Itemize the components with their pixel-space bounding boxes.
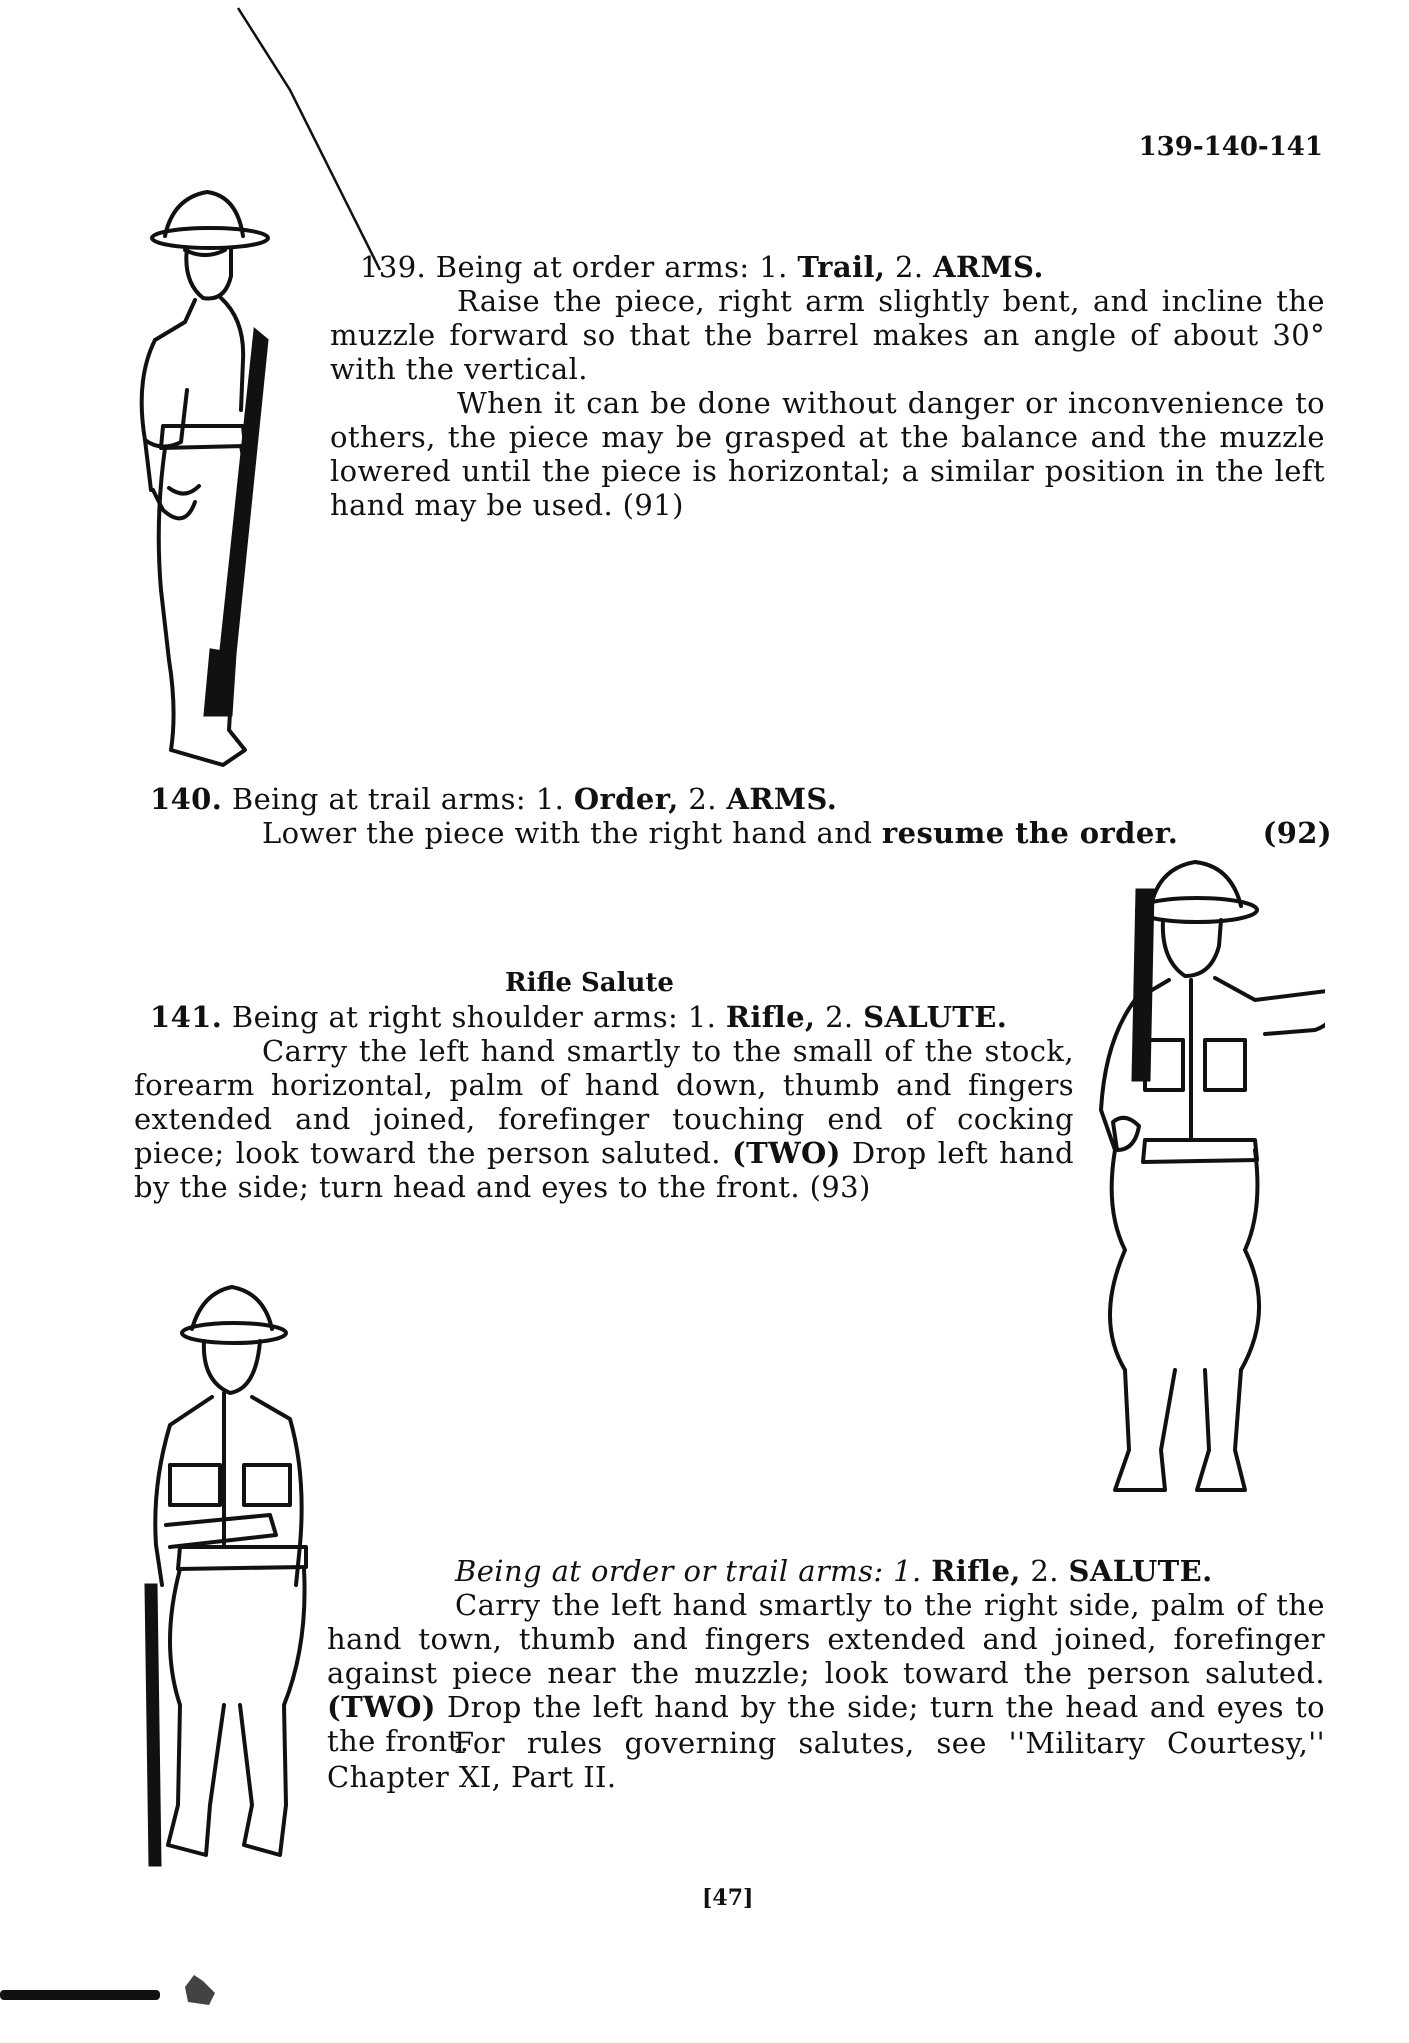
order-salute-two: (TWO) xyxy=(327,1690,436,1724)
order-salute-rules-reference: For rules governing salutes, see ''Military Courtesy,'' Chapter XI, Part II. xyxy=(327,1726,1325,1794)
para-140-body-emphasis: resume the order. xyxy=(881,816,1179,850)
para-140-reference: (92) xyxy=(1262,816,1332,850)
scan-artifact-bar xyxy=(0,1990,160,2000)
para-141-command-salute: SALUTE. xyxy=(863,1000,1008,1034)
figure-soldier-rifle-salute-order xyxy=(140,1285,330,1875)
para-139-command-arms: ARMS. xyxy=(933,250,1044,284)
order-salute-intro: Being at order or trail arms: 1. xyxy=(455,1554,922,1588)
order-salute-mid: 2. xyxy=(1030,1554,1059,1588)
para-139-heading-line xyxy=(360,250,1330,284)
para-140-command-arms: ARMS. xyxy=(726,782,838,816)
para-140-command-order: Order, xyxy=(573,782,679,816)
page-number: [47] xyxy=(702,1885,754,1911)
para-141-body-a: Carry the left hand smartly to the small of the stock, forearm horizontal, palm of hand down, thumb and fingers extended and joined, forefinger touching end of cocking piece; look toward the person saluted. xyxy=(134,1034,1074,1170)
para-141-number: 141. xyxy=(150,1000,223,1034)
figure-soldier-trail-arms xyxy=(125,190,295,770)
order-salute-body-a: Carry the left hand smartly to the right side, palm of the hand town, thumb and fingers extended and joined, forefinger against piece near the muzzle; look toward the person saluted. xyxy=(327,1588,1325,1690)
para-140-mid: 2. xyxy=(688,782,717,816)
para-139-command-trail: Trail, xyxy=(797,250,886,284)
para-140-body xyxy=(262,816,1332,850)
page-header-section-numbers: 139-140-141 xyxy=(1138,132,1323,162)
rifle-salute-heading: Rifle Salute xyxy=(505,968,674,998)
para-141-body xyxy=(134,1034,1074,1204)
order-salute-command-rifle: Rifle, xyxy=(931,1554,1021,1588)
para-139-body-2: When it can be done without danger or inconvenience to others, the piece may be grasped at the balance and the muzzle lowered until the piece is horizontal; a similar position in the left hand may be used. (91) xyxy=(330,386,1325,522)
para-139-intro: Being at order arms: 1. xyxy=(435,250,788,284)
para-140-heading-line xyxy=(150,782,1330,816)
para-139-body-1: Raise the piece, right arm slightly bent, and incline the muzzle forward so that the barrel makes an angle of about 30° with the vertical. xyxy=(330,284,1325,386)
para-140-number: 140. xyxy=(150,782,223,816)
order-salute-heading-line xyxy=(455,1554,1325,1588)
para-141-heading-line xyxy=(150,1000,1070,1034)
para-139-number: 139. xyxy=(360,250,427,284)
para-140-body-text: Lower the piece with the right hand and xyxy=(262,816,873,850)
figure-soldier-rifle-salute-shoulder xyxy=(1085,850,1325,1510)
para-141-intro: Being at right shoulder arms: 1. xyxy=(231,1000,717,1034)
order-salute-command-salute: SALUTE. xyxy=(1068,1554,1213,1588)
para-141-mid: 2. xyxy=(825,1000,854,1034)
order-salute-body-b: Drop the left hand by the side; turn the head and eyes to the front. xyxy=(327,1690,1326,1758)
para-140-intro: Being at trail arms: 1. xyxy=(231,782,565,816)
para-139-mid: 2. xyxy=(895,250,924,284)
para-141-body-b: Drop left hand by the side; turn head and eyes to the front. (93) xyxy=(134,1136,1074,1204)
para-141-two: (TWO) xyxy=(731,1136,841,1170)
para-141-command-rifle: Rifle, xyxy=(725,1000,816,1034)
scan-artifact-blot xyxy=(185,1975,215,2005)
